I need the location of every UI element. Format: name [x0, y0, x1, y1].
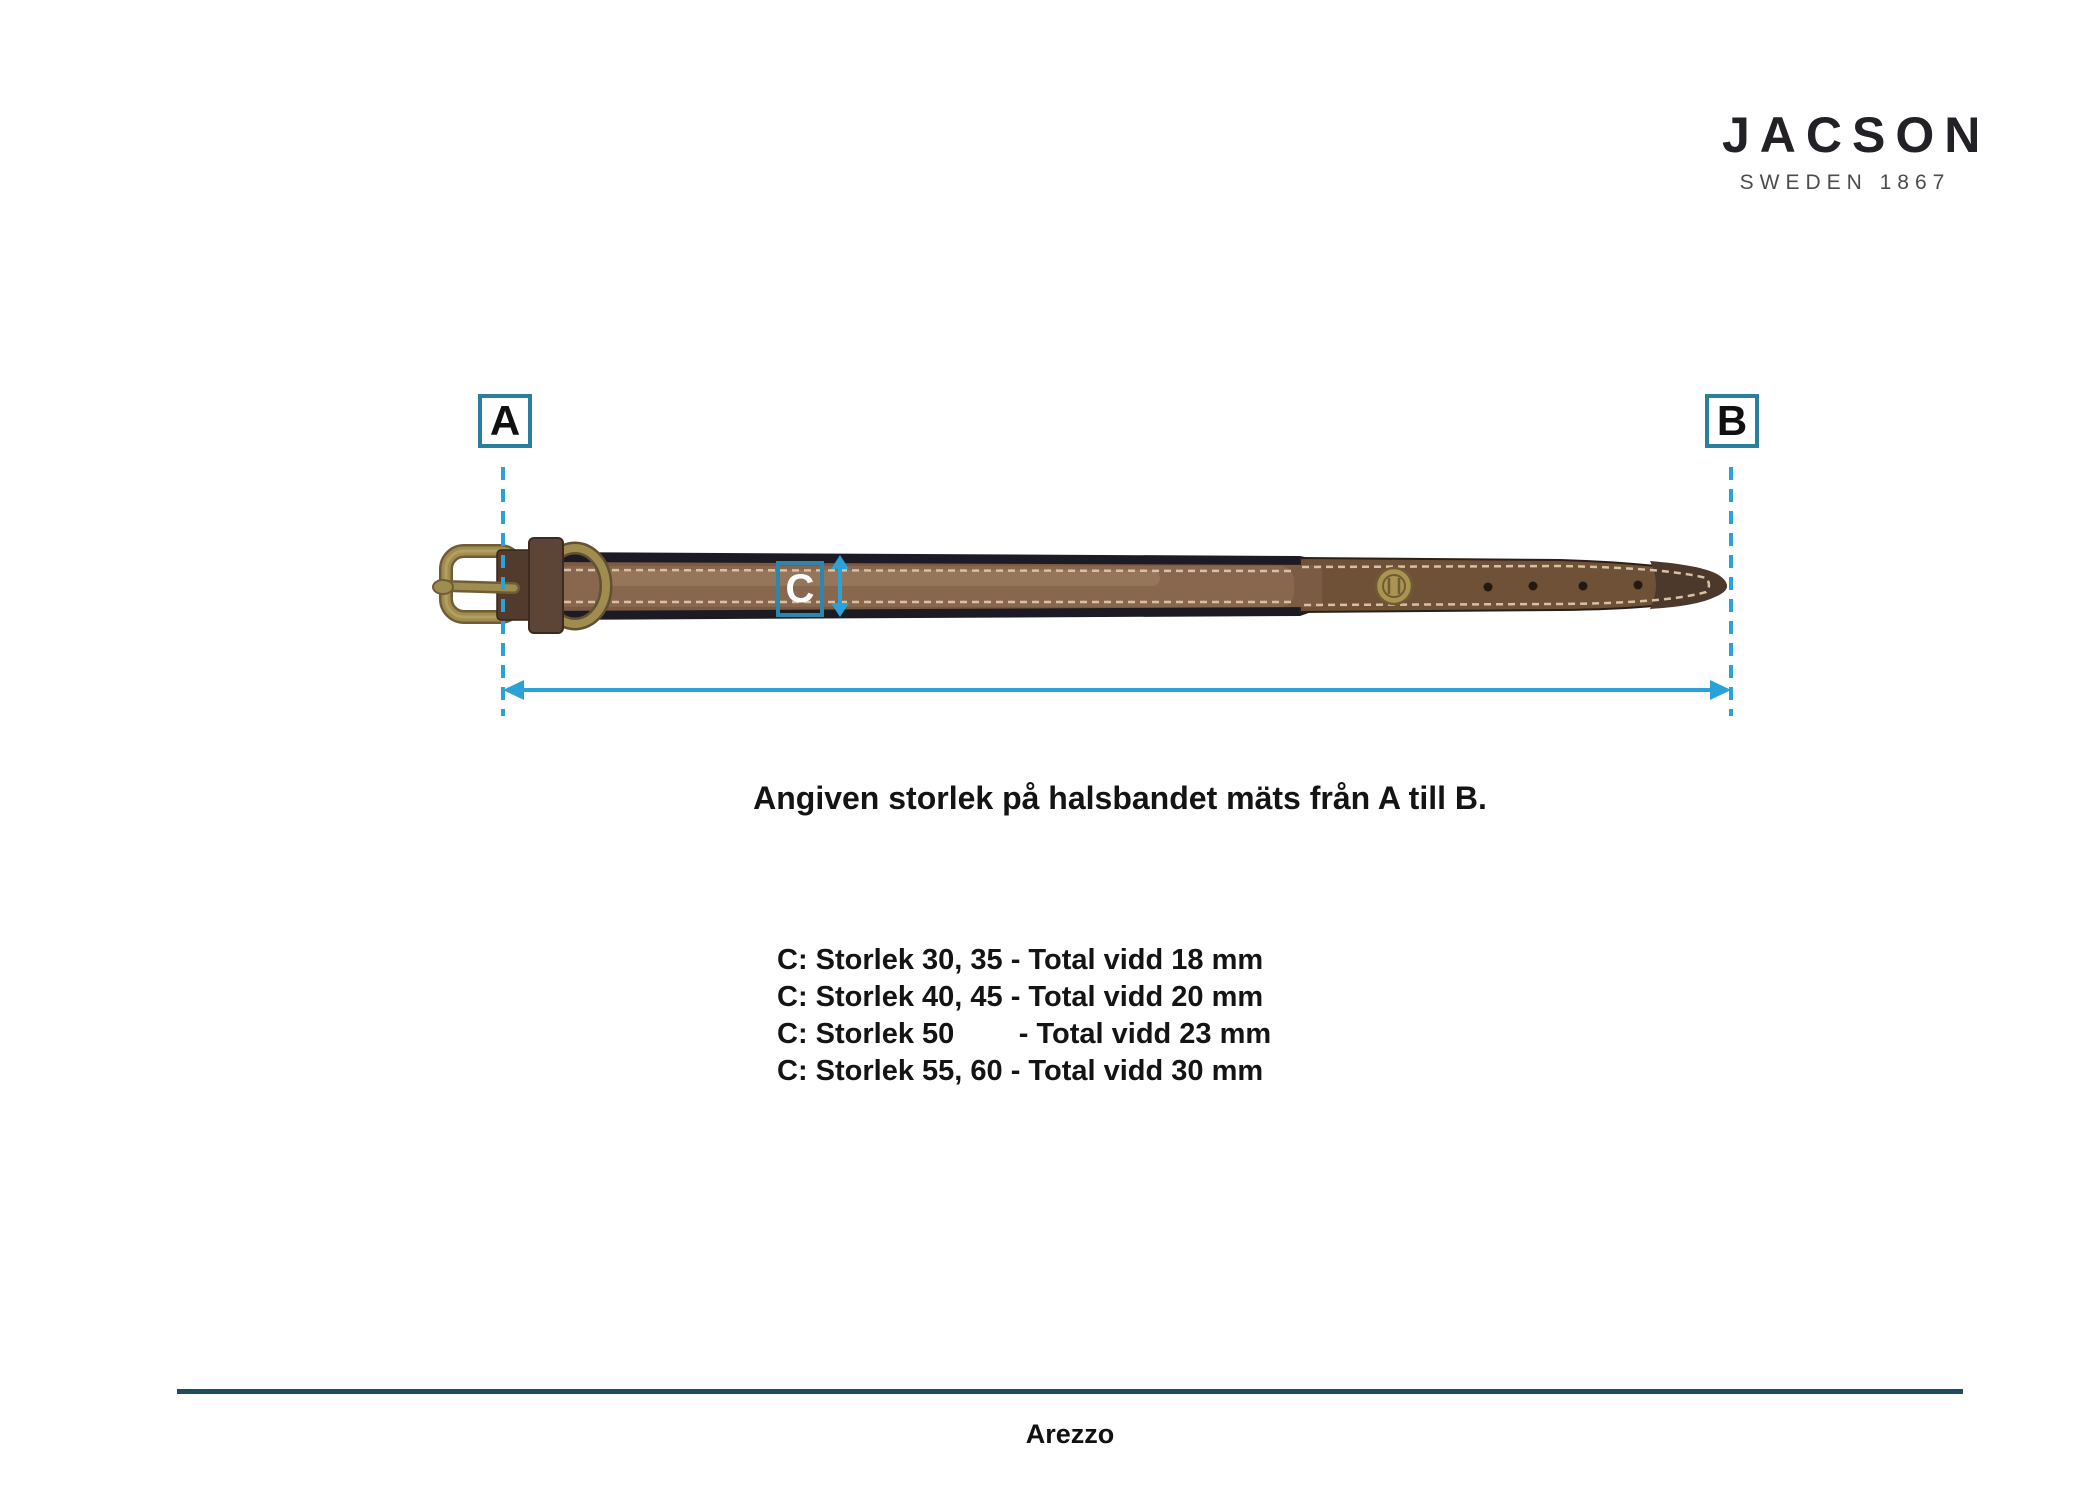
collar-hole	[1579, 582, 1588, 591]
keeper-loop	[529, 538, 563, 633]
collar-hole	[1484, 583, 1493, 592]
marker-b-box: B	[1705, 394, 1759, 448]
collar-hole	[1529, 582, 1538, 591]
measure-arrow-ab	[503, 680, 1731, 700]
size-row: C: Storlek 30, 35 - Total vidd 18 mm	[777, 944, 1264, 976]
collar-image	[433, 538, 1727, 633]
measurement-caption: Angiven storlek på halsbandet mäts från A till B.	[753, 780, 1487, 816]
size-list	[777, 942, 1271, 1090]
size-row: C: Storlek 50 - Total vidd 23 mm	[777, 1018, 1272, 1050]
brass-medallion	[1376, 568, 1412, 604]
collar-tip	[1650, 561, 1727, 609]
size-row: C: Storlek 40, 45 - Total vidd 20 mm	[777, 981, 1264, 1013]
product-name: Arezzo	[1025, 1419, 1115, 1449]
collar-padding-highlight	[604, 570, 1160, 586]
marker-a-box: A	[478, 394, 532, 448]
marker-c-box: C	[776, 561, 824, 617]
brand-tagline: SWEDEN 1867	[1739, 171, 1951, 194]
collar-hole	[1634, 581, 1643, 590]
footer-divider	[177, 1389, 1963, 1394]
stitching-top	[540, 570, 1292, 571]
brand-logo	[1712, 106, 1991, 195]
size-row: C: Storlek 55, 60 - Total vidd 30 mm	[777, 1055, 1264, 1087]
brand-name: JACSON	[1722, 107, 1991, 163]
